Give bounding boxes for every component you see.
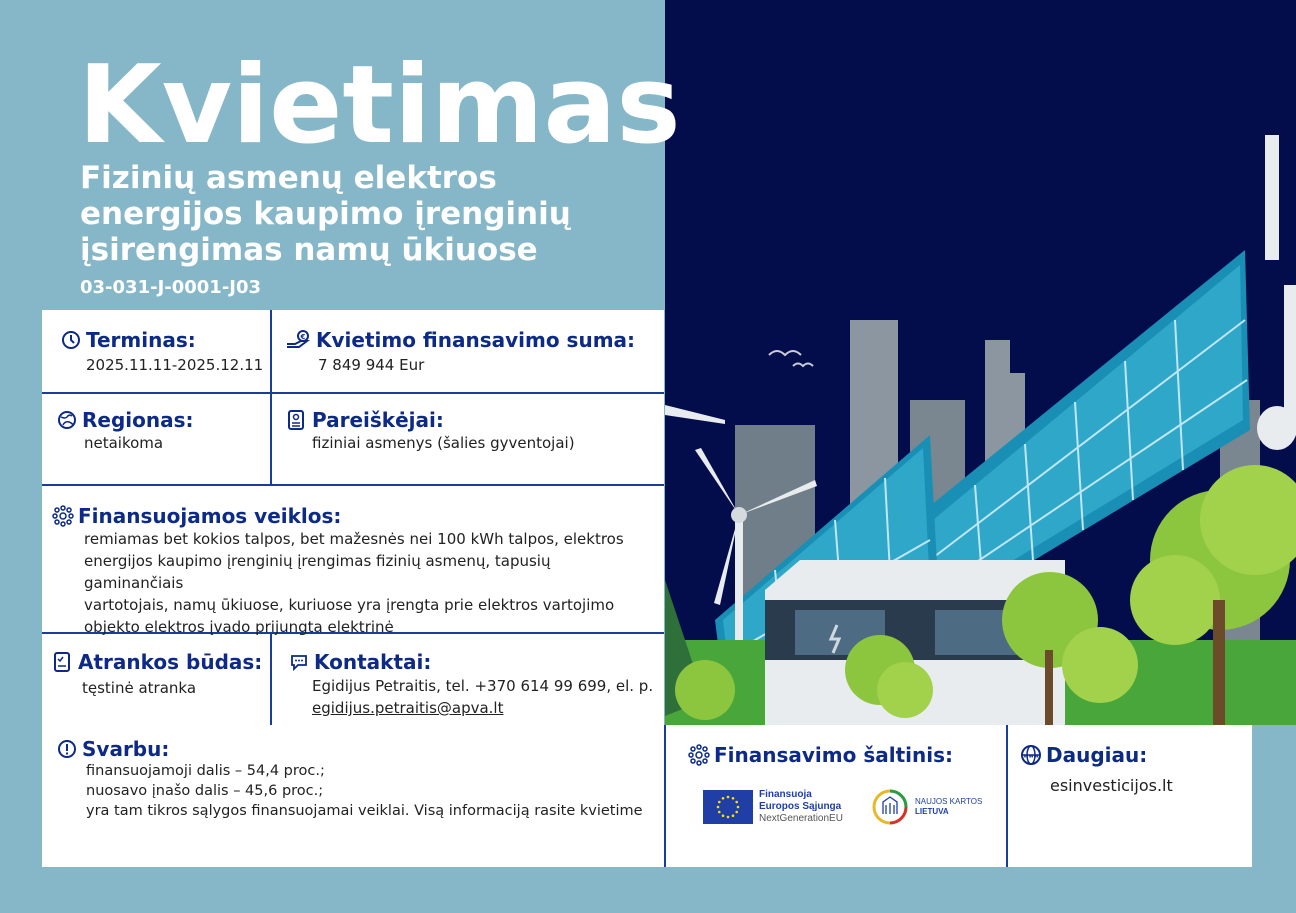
divider bbox=[1006, 725, 1008, 867]
call-code: 03-031-J-0001-J03 bbox=[80, 277, 262, 298]
kontaktai-text bbox=[312, 675, 657, 719]
call-subtitle: Fizinių asmenų elektros energijos kaupimo įrenginių įsirengimas namų ūkiuose bbox=[80, 160, 571, 268]
nkl-logo-text bbox=[915, 797, 982, 817]
veiklos-text bbox=[84, 528, 654, 638]
eu-logo bbox=[703, 789, 843, 825]
daugiau-heading bbox=[1020, 743, 1147, 767]
veiklos-line: remiamas bet kokios talpos, bet mažesnės nei 100 kWh talpos, elektros bbox=[84, 530, 624, 548]
exclamation-icon bbox=[56, 738, 78, 760]
regionas-label: Regionas: bbox=[82, 408, 194, 432]
atrankos-label: Atrankos būdas: bbox=[78, 650, 263, 674]
svg-text:€: € bbox=[300, 333, 306, 341]
hand-euro-icon bbox=[286, 329, 312, 351]
veiklos-line: objekto elektros įvado prijungta elektrinė bbox=[84, 618, 394, 636]
divider bbox=[664, 725, 666, 867]
svarbu-line: yra tam tikros sąlygos finansuojamai veiklai. Visą informaciją rasite kvietime bbox=[86, 803, 643, 819]
terminas-heading bbox=[60, 328, 196, 352]
clock-icon bbox=[60, 329, 82, 351]
divider bbox=[270, 394, 272, 484]
eu-logo-line: Europos Sąjunga bbox=[759, 801, 842, 812]
veiklos-line: vartotojais, namų ūkiuose, kuriuose yra įrengta prie elektros vartojimo bbox=[84, 596, 615, 614]
eu-flag-icon bbox=[703, 790, 753, 824]
pareiskejai-value: fiziniai asmenys (šalies gyventojai) bbox=[312, 434, 575, 452]
kontaktai-heading bbox=[288, 650, 431, 674]
terminas-value: 2025.11.11-2025.12.11 bbox=[86, 356, 264, 374]
veiklos-heading bbox=[52, 504, 341, 528]
pareiskejai-label: Pareiškėjai: bbox=[312, 408, 444, 432]
www-globe-icon bbox=[1020, 744, 1042, 766]
kontaktai-label: Kontaktai: bbox=[314, 650, 432, 674]
bottom-panel bbox=[42, 725, 1252, 867]
page-title: Kvietimas bbox=[78, 43, 681, 168]
suma-value: 7 849 944 Eur bbox=[318, 356, 425, 374]
daugiau-label: Daugiau: bbox=[1046, 743, 1148, 767]
svarbu-heading bbox=[56, 737, 169, 761]
document-person-icon bbox=[286, 409, 308, 431]
nkl-logo-line: NAUJOS KARTOS bbox=[915, 797, 983, 806]
website-link[interactable]: esinvesticijos.lt bbox=[1050, 776, 1173, 795]
globe-icon bbox=[56, 409, 78, 431]
svarbu-text bbox=[86, 761, 656, 821]
info-panel bbox=[42, 310, 664, 725]
veiklos-label: Finansuojamos veiklos: bbox=[78, 504, 342, 528]
network-icon bbox=[52, 505, 74, 527]
suma-heading bbox=[286, 328, 635, 352]
illustration-panel bbox=[665, 0, 1296, 725]
terminas-label: Terminas: bbox=[86, 328, 196, 352]
naujos-kartos-lietuva-logo bbox=[871, 788, 982, 826]
atrankos-heading bbox=[52, 650, 262, 674]
divider bbox=[42, 484, 664, 486]
atrankos-value: tęstinė atranka bbox=[82, 679, 197, 697]
svarbu-line: nuosavo įnašo dalis – 45,6 proc.; bbox=[86, 783, 324, 799]
divider bbox=[270, 310, 272, 392]
svarbu-line: finansuojamoji dalis – 54,4 proc.; bbox=[86, 763, 325, 779]
checklist-icon bbox=[52, 651, 74, 673]
saltinis-heading bbox=[688, 743, 953, 767]
eu-logo-line: Finansuoja bbox=[759, 789, 812, 800]
pareiskejai-heading bbox=[286, 408, 444, 432]
veiklos-line: energijos kaupimo įrenginių įrengimas fizinių asmenų, tapusių gaminančiais bbox=[84, 552, 551, 592]
saltinis-label: Finansavimo šaltinis: bbox=[714, 743, 953, 767]
divider bbox=[42, 392, 664, 394]
regionas-heading bbox=[56, 408, 194, 432]
eu-logo-line: NextGenerationEU bbox=[759, 813, 843, 824]
svg-text:www: www bbox=[1023, 753, 1039, 760]
divider bbox=[270, 634, 272, 725]
network-icon bbox=[688, 744, 710, 766]
eu-logo-text bbox=[759, 789, 843, 825]
regionas-value: netaikoma bbox=[84, 434, 164, 452]
contact-email-link[interactable]: egidijus.petraitis@apva.lt bbox=[312, 699, 504, 717]
solar-city-illustration bbox=[665, 0, 1296, 725]
nkl-logo-line: LIETUVA bbox=[915, 807, 949, 816]
contact-phone: Egidijus Petraitis, tel. +370 614 99 699, el. p. bbox=[312, 677, 654, 695]
suma-label: Kvietimo finansavimo suma: bbox=[316, 328, 636, 352]
chat-icon bbox=[288, 651, 310, 673]
svarbu-label: Svarbu: bbox=[82, 737, 170, 761]
nkl-emblem-icon bbox=[871, 788, 909, 826]
